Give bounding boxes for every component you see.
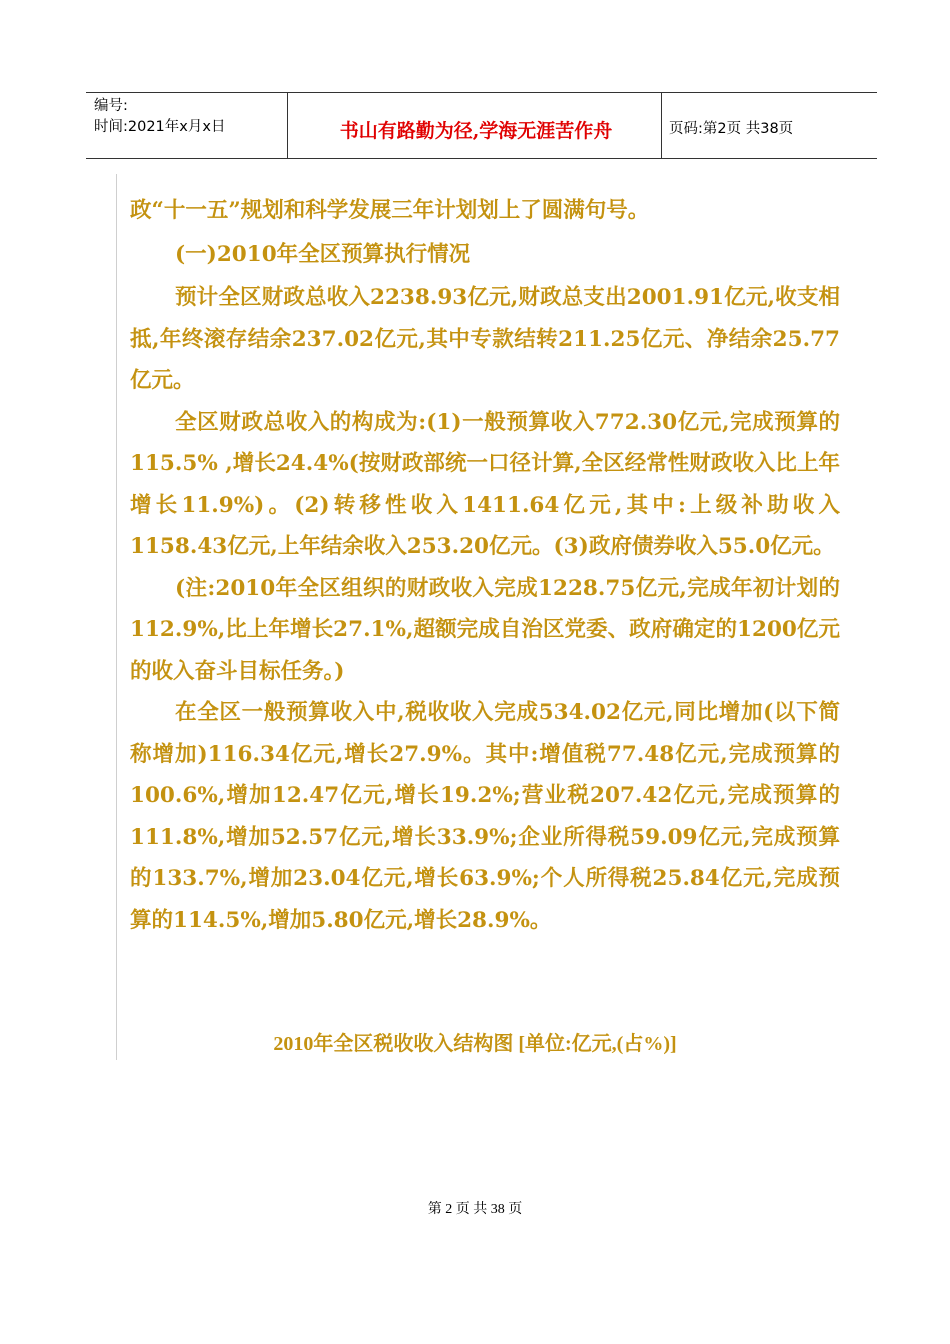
header-divider-left bbox=[287, 92, 288, 158]
header-meta bbox=[94, 96, 225, 138]
paragraph-tax-revenue: 在全区一般预算收入中,税收收入完成534.02亿元,同比增加(以下简称增加)116.34亿元,增长27.9%。其中:增值税77.48亿元,完成预算的100.6%,增加12.47亿元,增长19.2%;营业税207.42亿元,完成预算的111.8%,增加52.57亿元,增长33.9%;企业所得税59.09亿元,完成预算的133.7%,增加23.04亿元,增长63.9%;个人所得税25.84亿元,完成预算的114.5%,增加5.80亿元,增长28.9%。 bbox=[130, 700, 840, 933]
page-footer: 第 2 页 共 38 页 bbox=[427, 1202, 523, 1217]
header-number-label: 编号: bbox=[94, 98, 128, 114]
section-title: (一)2010年全区预算执行情况 bbox=[175, 241, 471, 267]
header-divider-right bbox=[661, 92, 662, 158]
header-top-rule bbox=[86, 92, 877, 93]
header-slogan: 书山有路勤为径,学海无涯苦作舟 bbox=[339, 120, 613, 142]
header-bottom-rule bbox=[86, 158, 877, 159]
paragraph-totals: 预计全区财政总收入2238.93亿元,财政总支出2001.91亿元,收支相抵,年终滚存结余237.02亿元,其中专款结转211.25亿元、净结余25.77亿元。 bbox=[130, 285, 840, 393]
chart-caption: 2010年全区税收收入结构图 [单位:亿元,(占%)] bbox=[273, 1033, 677, 1055]
paragraph-intro: 政“十一五”规划和科学发展三年计划划上了圆满句号。 bbox=[130, 198, 650, 223]
left-margin-line bbox=[116, 174, 117, 1060]
header-time-label: 时间:2021年x月x日 bbox=[94, 119, 226, 135]
paragraph-revenue-composition: 全区财政总收入的构成为:(1)一般预算收入772.30亿元,完成预算的115.5% ,增长24.4%(按财政部统一口径计算,全区经常性财政收入比上年增长11.9%)。(2)转移性收入1411.64亿元,其中:上级补助收入1158.43亿元,上年结余收入253.20亿元。(3)政府债券收入55.0亿元。 bbox=[130, 409, 840, 559]
document-body bbox=[130, 190, 840, 941]
header-page-info: 页码:第2页 共38页 bbox=[669, 121, 794, 137]
paragraph-note: (注:2010年全区组织的财政收入完成1228.75亿元,完成年初计划的112.9%,比上年增长27.1%,超额完成自治区党委、政府确定的1200亿元的收入奋斗目标任务。) bbox=[130, 575, 840, 684]
